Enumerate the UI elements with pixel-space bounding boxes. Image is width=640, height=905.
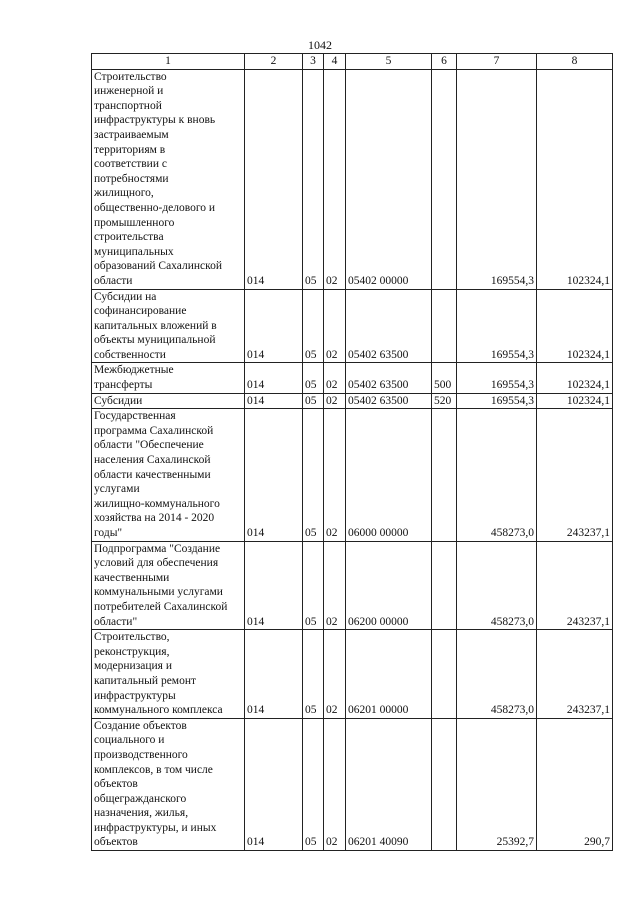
- column-header: 6: [432, 54, 457, 70]
- section-code: 05: [303, 363, 324, 393]
- table-body: [92, 54, 613, 851]
- table-row: [92, 541, 613, 630]
- amount-col7: 169554,3: [457, 69, 537, 289]
- grbs-code: 014: [245, 409, 303, 541]
- column-header: 5: [346, 54, 432, 70]
- amount-col7: 169554,3: [457, 363, 537, 393]
- subsection-code: 02: [324, 541, 346, 630]
- grbs-code: 014: [245, 541, 303, 630]
- grbs-code: 014: [245, 718, 303, 850]
- grbs-code: 014: [245, 289, 303, 363]
- section-code: 05: [303, 69, 324, 289]
- item-name: Строительство, реконструкция, модернизация и капитальный ремонт инфраструктуры коммунального комплекса: [92, 630, 245, 719]
- column-header: 3: [303, 54, 324, 70]
- grbs-code: 014: [245, 69, 303, 289]
- target-article-code: 06200 00000: [346, 541, 432, 630]
- grbs-code: 014: [245, 630, 303, 719]
- column-header: 4: [324, 54, 346, 70]
- column-header: 1: [92, 54, 245, 70]
- expense-type-code: [432, 69, 457, 289]
- amount-col8: 243237,1: [537, 409, 613, 541]
- amount-col7: 458273,0: [457, 409, 537, 541]
- grbs-code: 014: [245, 363, 303, 393]
- column-header: 8: [537, 54, 613, 70]
- table-row: [92, 630, 613, 719]
- expense-type-code: [432, 289, 457, 363]
- amount-col8: 102324,1: [537, 393, 613, 409]
- target-article-code: 05402 63500: [346, 363, 432, 393]
- subsection-code: 02: [324, 718, 346, 850]
- target-article-code: 05402 00000: [346, 69, 432, 289]
- table-row: [92, 69, 613, 289]
- item-name: Субсидии: [92, 393, 245, 409]
- column-header: 2: [245, 54, 303, 70]
- page-number: 1042: [308, 38, 332, 52]
- section-code: 05: [303, 541, 324, 630]
- table-row: [92, 409, 613, 541]
- column-header: 7: [457, 54, 537, 70]
- amount-col8: 102324,1: [537, 289, 613, 363]
- target-article-code: 05402 63500: [346, 393, 432, 409]
- target-article-code: 05402 63500: [346, 289, 432, 363]
- grbs-code: 014: [245, 393, 303, 409]
- target-article-code: 06201 00000: [346, 630, 432, 719]
- header-row: [92, 54, 613, 70]
- subsection-code: 02: [324, 409, 346, 541]
- amount-col7: 25392,7: [457, 718, 537, 850]
- item-name: Строительство инженерной и транспортной инфраструктуры к вновь застраиваемым территориям в соответствии с потребностями жилищного, общественно-делового и промышленного строительства муниципальных образований Сахалинской области: [92, 69, 245, 289]
- section-code: 05: [303, 393, 324, 409]
- subsection-code: 02: [324, 630, 346, 719]
- subsection-code: 02: [324, 289, 346, 363]
- item-name: Межбюджетные трансферты: [92, 363, 245, 393]
- amount-col8: 243237,1: [537, 630, 613, 719]
- item-name: Субсидии на софинансирование капитальных вложений в объекты муниципальной собственности: [92, 289, 245, 363]
- section-code: 05: [303, 289, 324, 363]
- expense-type-code: [432, 718, 457, 850]
- amount-col7: 458273,0: [457, 541, 537, 630]
- amount-col8: 243237,1: [537, 541, 613, 630]
- amount-col7: 169554,3: [457, 289, 537, 363]
- table-row: [92, 718, 613, 850]
- target-article-code: 06000 00000: [346, 409, 432, 541]
- expense-type-code: [432, 409, 457, 541]
- table-row: [92, 393, 613, 409]
- budget-table: [91, 53, 613, 851]
- subsection-code: 02: [324, 69, 346, 289]
- item-name: Создание объектов социального и производственного комплексов, в том числе объектов общегражданского назначения, жилья, инфраструктуры, и иных объектов: [92, 718, 245, 850]
- target-article-code: 06201 40090: [346, 718, 432, 850]
- amount-col8: 290,7: [537, 718, 613, 850]
- section-code: 05: [303, 630, 324, 719]
- expense-type-code: [432, 630, 457, 719]
- expense-type-code: 500: [432, 363, 457, 393]
- subsection-code: 02: [324, 393, 346, 409]
- subsection-code: 02: [324, 363, 346, 393]
- amount-col8: 102324,1: [537, 69, 613, 289]
- table-row: [92, 289, 613, 363]
- amount-col8: 102324,1: [537, 363, 613, 393]
- amount-col7: 169554,3: [457, 393, 537, 409]
- expense-type-code: [432, 541, 457, 630]
- section-code: 05: [303, 718, 324, 850]
- item-name: Государственная программа Сахалинской области "Обеспечение населения Сахалинской области качественными услугами жилищно-коммунального хозяйства на 2014 - 2020 годы": [92, 409, 245, 541]
- table-row: [92, 363, 613, 393]
- section-code: 05: [303, 409, 324, 541]
- amount-col7: 458273,0: [457, 630, 537, 719]
- expense-type-code: 520: [432, 393, 457, 409]
- item-name: Подпрограмма "Создание условий для обеспечения качественными коммунальными услугами потребителей Сахалинской области": [92, 541, 245, 630]
